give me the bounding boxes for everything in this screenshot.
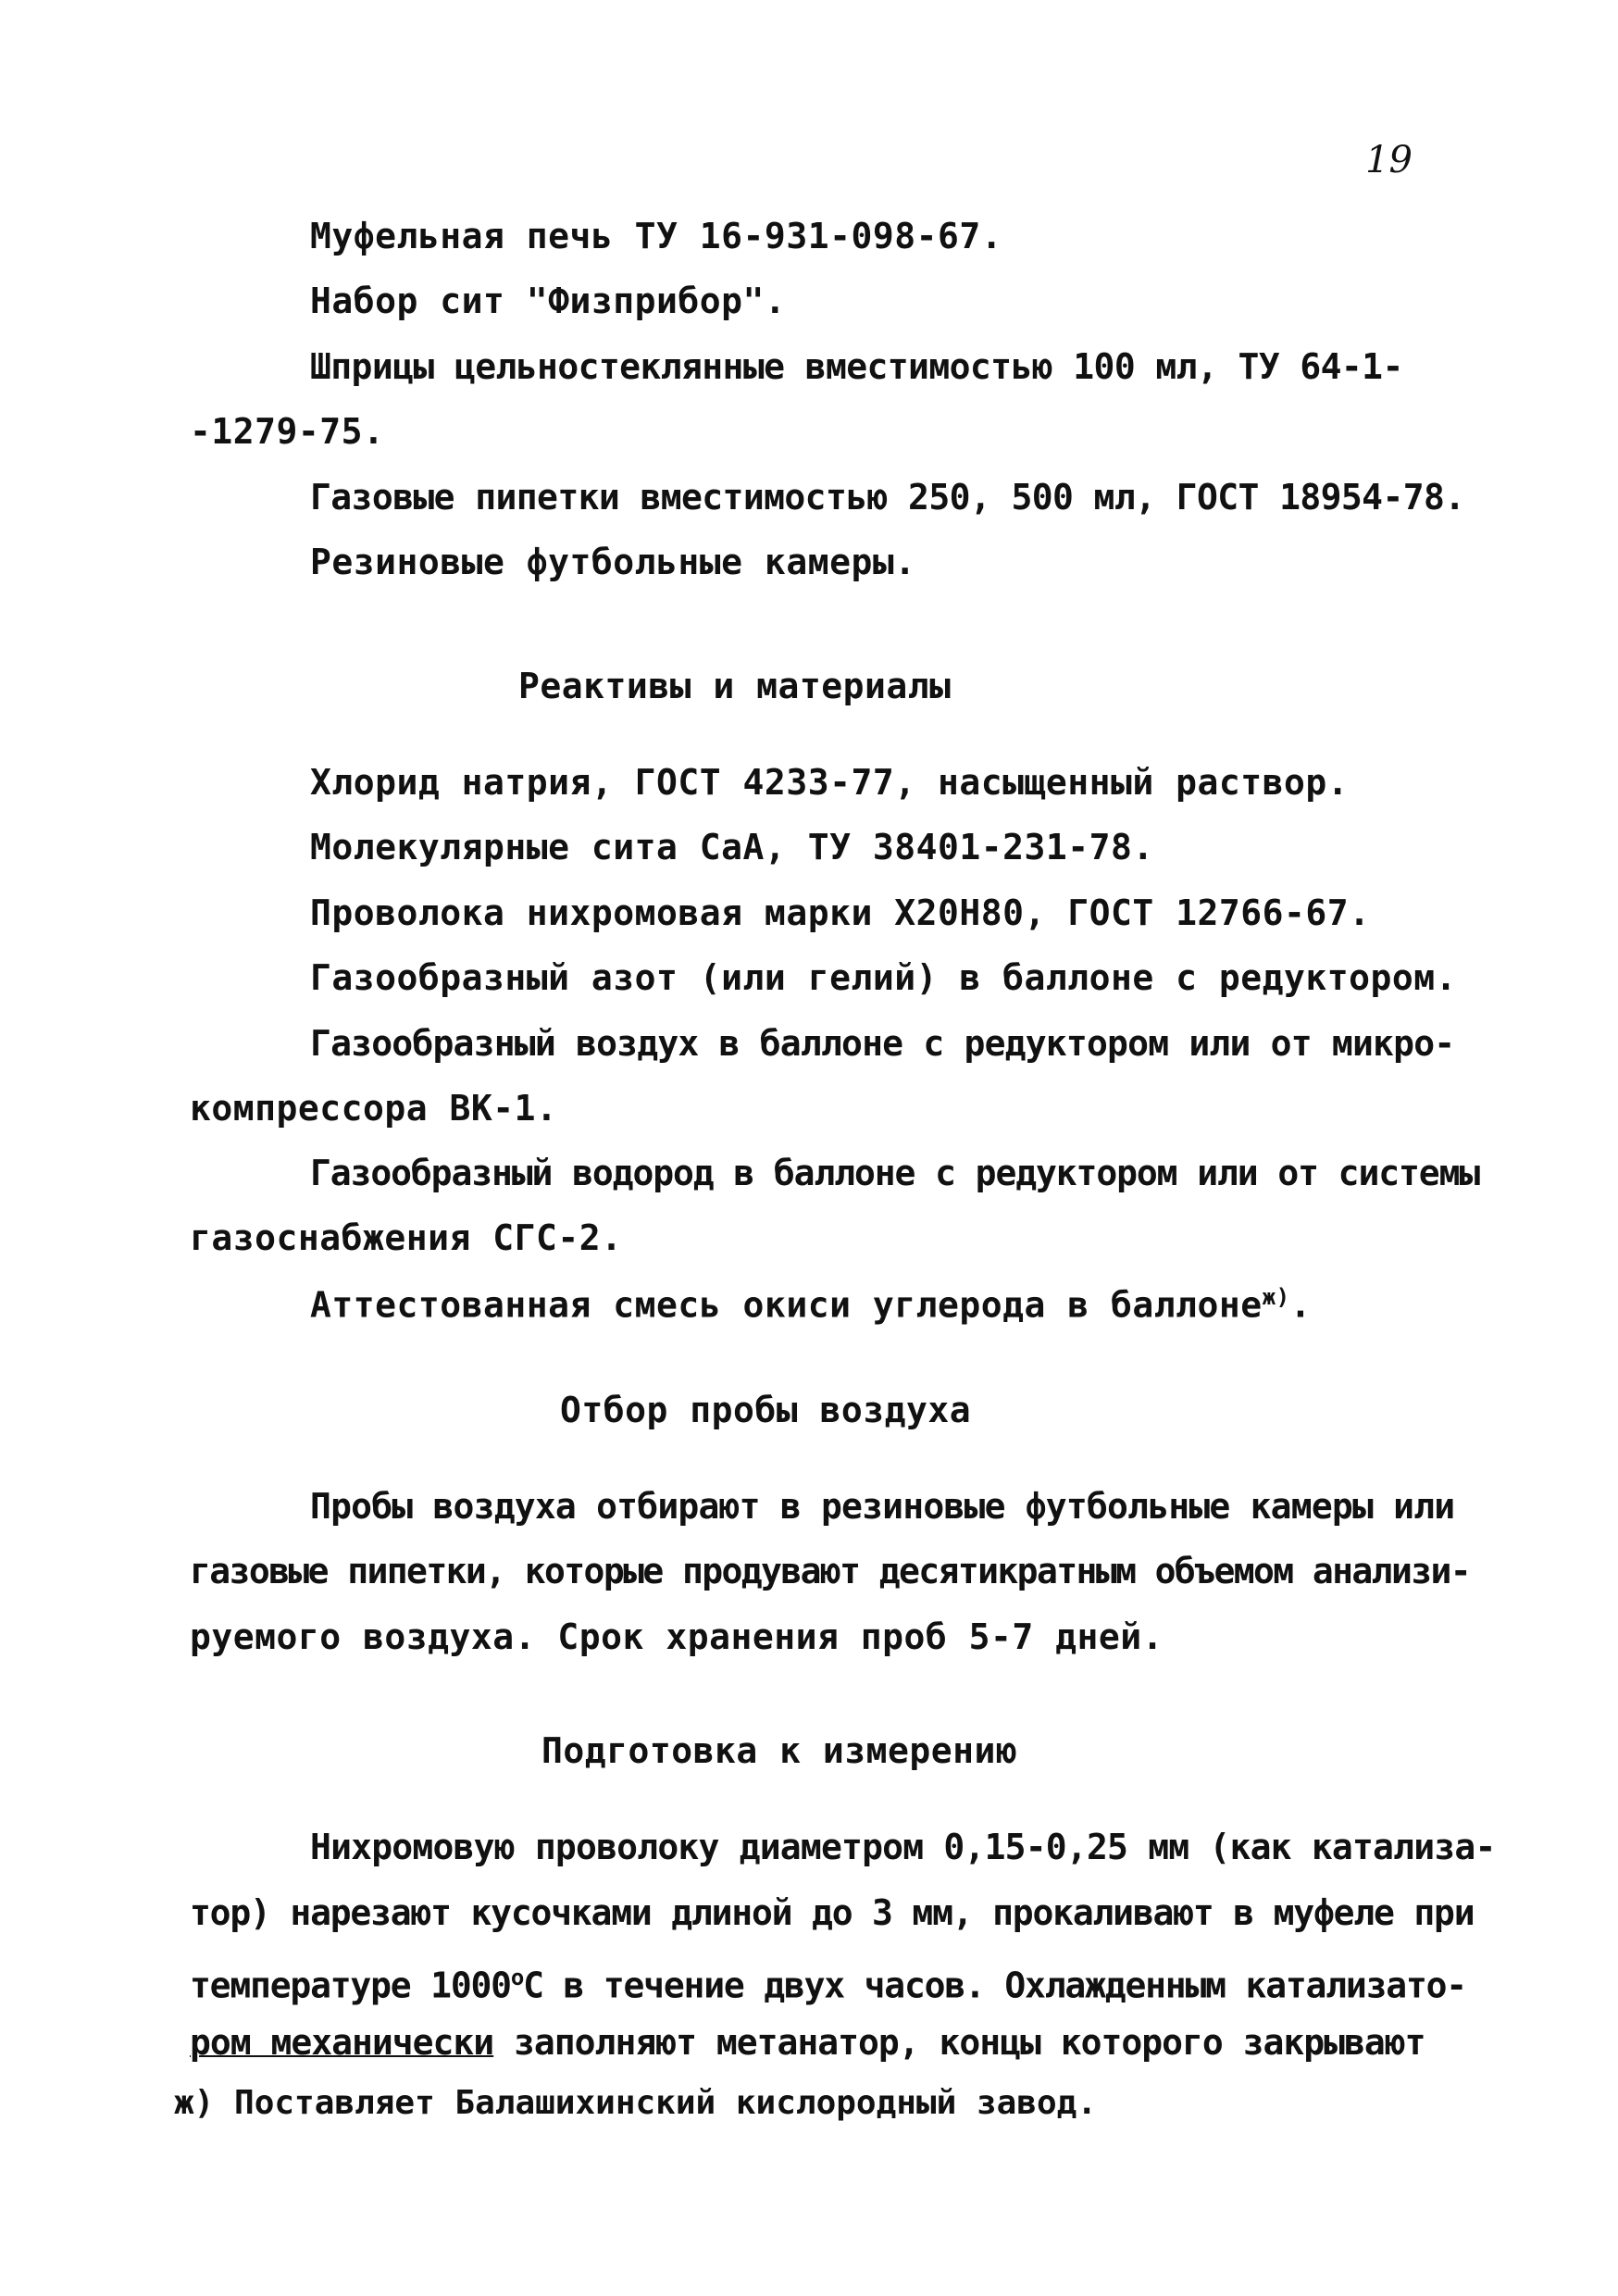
equipment-line-1: Муфельная печь ТУ 16-931-098-67.	[310, 216, 1003, 256]
reagents-heading: Реактивы и материалы	[518, 666, 952, 706]
footnote: ж) Поставляет Балашихинский кислородный завод.	[174, 2084, 1097, 2122]
preparation-line-4-underlined: ром механически	[190, 2022, 494, 2063]
reagents-line-7-text: Аттестованная смесь окиси углерода в баллоне	[310, 1284, 1263, 1326]
reagents-line-3: Проволока нихромовая марки Х20Н80, ГОСТ 12766-67.	[310, 892, 1371, 933]
degree-sign: о	[510, 1965, 524, 1990]
sampling-heading: Отбор пробы воздуха	[560, 1390, 972, 1430]
preparation-line-3b: С в течение двух часов. Охлажденным катализато-	[523, 1965, 1466, 2006]
reagents-line-4: Газообразный азот (или гелий) в баллоне с редуктором.	[310, 957, 1458, 998]
reagents-line-5b: компрессора ВК-1.	[190, 1088, 558, 1129]
page-number: 19	[1365, 139, 1413, 181]
reagents-line-7	[310, 1276, 1312, 1327]
preparation-line-1: Нихромовую проволоку диаметром 0,15-0,25 мм (как катализа-	[310, 1827, 1496, 1867]
equipment-line-3b: -1279-75.	[190, 411, 385, 452]
reagents-line-6a: Газообразный водород в баллоне с редуктором или от системы	[310, 1153, 1480, 1193]
equipment-line-5: Резиновые футбольные камеры.	[310, 542, 916, 582]
preparation-line-3	[190, 1956, 1466, 2007]
preparation-line-2: тор) нарезают кусочками длиной до 3 мм, прокаливают в муфеле при	[190, 1892, 1475, 1933]
preparation-line-3a: температуре 1000	[190, 1965, 511, 2006]
sampling-line-1: Пробы воздуха отбирают в резиновые футбольные камеры или	[310, 1486, 1455, 1527]
preparation-heading: Подготовка к измерению	[541, 1730, 1018, 1771]
footnote-marker: ж)	[1262, 1284, 1290, 1310]
equipment-line-3a: Шприцы цельностеклянные вместимостью 100 мл, ТУ 64-1-	[310, 346, 1403, 387]
reagents-line-7-end: .	[1289, 1284, 1312, 1326]
sampling-line-2: газовые пипетки, которые продувают десятикратным объемом анализи-	[190, 1551, 1471, 1591]
equipment-line-2: Набор сит "Физприбор".	[310, 281, 787, 321]
preparation-line-4	[190, 2021, 1425, 2064]
preparation-line-4-rest: заполняют метанатор, концы которого закрывают	[493, 2022, 1425, 2063]
sampling-line-3: руемого воздуха. Срок хранения проб 5-7 дней.	[190, 1616, 1164, 1657]
reagents-line-5a: Газообразный воздух в баллоне с редуктором или от микро-	[310, 1023, 1455, 1064]
reagents-line-6b: газоснабжения СГС-2.	[190, 1217, 623, 1258]
equipment-line-4: Газовые пипетки вместимостью 250, 500 мл, ГОСТ 18954-78.	[310, 477, 1465, 518]
reagents-line-2: Молекулярные сита СаА, ТУ 38401-231-78.	[310, 827, 1154, 867]
reagents-line-1: Хлорид натрия, ГОСТ 4233-77, насыщенный раствор.	[310, 762, 1350, 803]
